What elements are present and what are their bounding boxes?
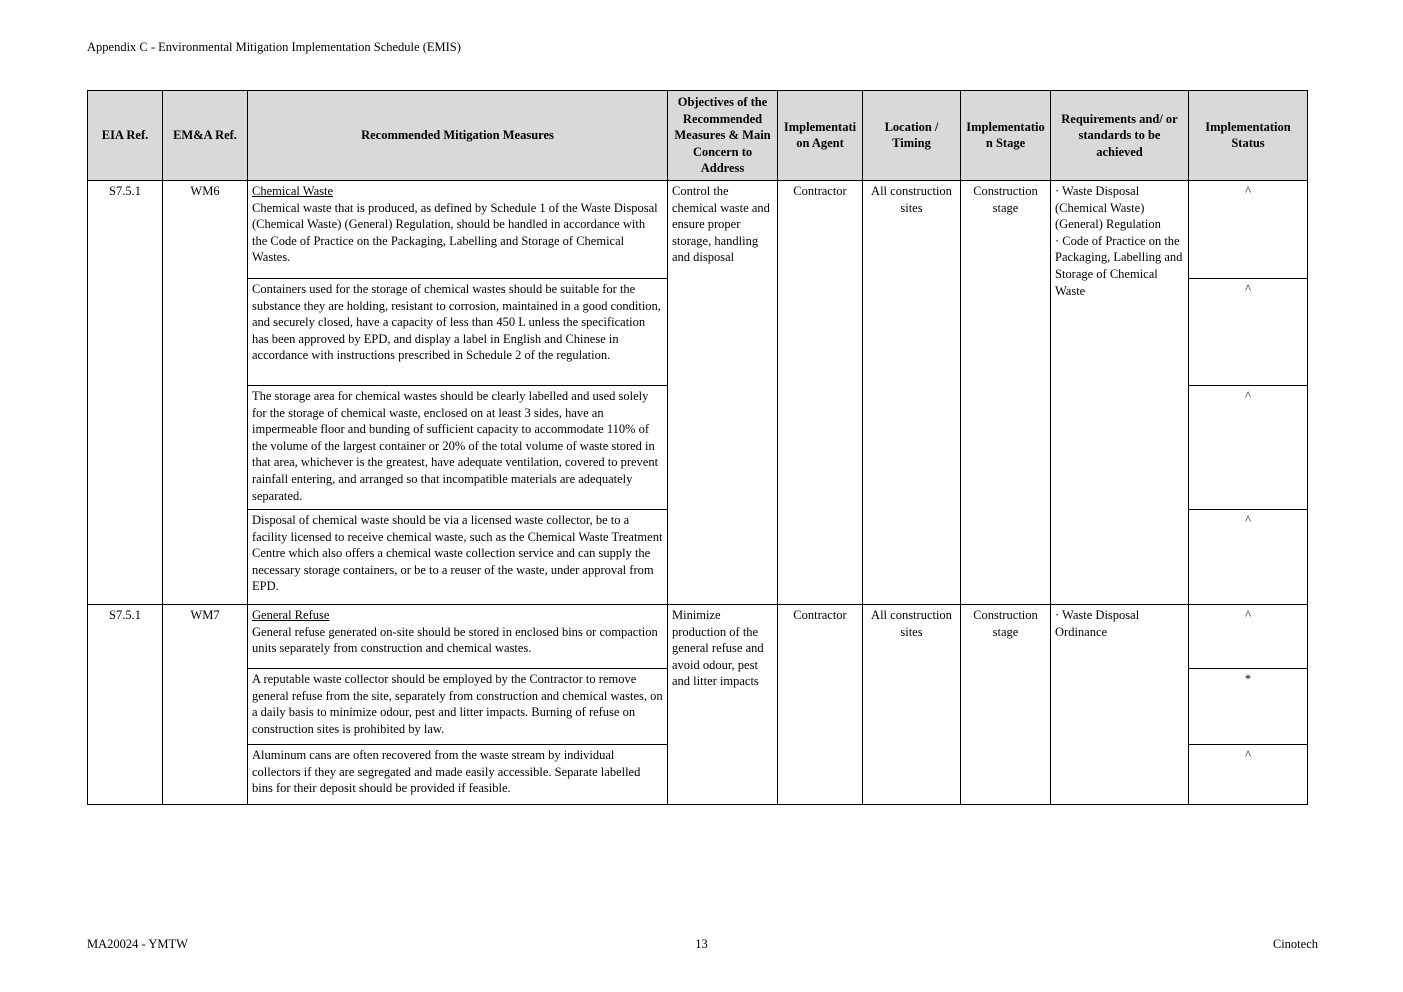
header-eia-ref: EIA Ref.	[88, 91, 163, 181]
measure-heading-wm7: General Refuse	[252, 607, 330, 622]
cell-status-wm7-2: *	[1189, 668, 1308, 744]
cell-requirements-wm6	[1051, 180, 1189, 604]
header-status: Implementation Status	[1189, 91, 1308, 181]
page-title: Appendix C - Environmental Mitigation Implementation Schedule (EMIS)	[87, 40, 461, 54]
cell-objectives-wm7: Minimize production of the general refuse and avoid odour, pest and litter impacts	[668, 604, 778, 804]
header-stage: Implementation Stage	[961, 91, 1051, 181]
cell-agent-wm6: Contractor	[778, 180, 863, 604]
cell-eia-ref-wm7: S7.5.1	[88, 604, 163, 804]
measure-heading-wm6: Chemical Waste	[252, 183, 334, 198]
table-row-wm6-1	[88, 180, 1308, 278]
header-requirements: Requirements and/ or standards to be achieved	[1051, 91, 1189, 181]
cell-measure-wm6-2: Containers used for the storage of chemical wastes should be suitable for the substance they are holding, resistant to corrosion, maintained in a good condition, and securely closed, have a capacity of less than 450 L unless the specification has been approved by EPD, and display a label in English and Chinese in accordance with instructions prescribed in Schedule 2 of the regulation.	[248, 278, 668, 385]
cell-eia-ref-wm6: S7.5.1	[88, 180, 163, 604]
requirement-item: · Code of Practice on the Packaging, Labelling and Storage of Chemical Waste	[1055, 233, 1183, 298]
cell-status-wm6-1: ^	[1189, 180, 1308, 278]
requirement-item: · Waste Disposal Ordinance	[1055, 607, 1140, 639]
header-ema-ref: EM&A Ref.	[163, 91, 248, 181]
header-measures: Recommended Mitigation Measures	[248, 91, 668, 181]
cell-measure-wm7-1	[248, 604, 668, 668]
cell-measure-wm7-3: Aluminum cans are often recovered from the waste stream by individual collectors if they are segregated and made easily accessible. Separate labelled bins for their deposit should be provided if feasible.	[248, 744, 668, 804]
cell-measure-wm7-2: A reputable waste collector should be employed by the Contractor to remove general refuse from the site, separately from construction and chemical wastes, on a daily basis to minimize odour, pest and litter impacts. Burning of refuse on construction sites is prohibited by law.	[248, 668, 668, 744]
cell-measure-wm6-1	[248, 180, 668, 278]
cell-ema-ref-wm7: WM7	[163, 604, 248, 804]
cell-measure-wm6-3: The storage area for chemical wastes should be clearly labelled and used solely for the storage of chemical waste, enclosed on at least 3 sides, have an impermeable floor and bunding of sufficient capacity to accommodate 110% of the volume of the largest container or 20% of the total volume of waste stored in that area, whichever is the greatest, have adequate ventilation, covered to prevent rainfall entering, and arranged so that incompatible materials are adequately separated.	[248, 385, 668, 509]
cell-location-wm6: All construction sites	[863, 180, 961, 604]
cell-status-wm7-1: ^	[1189, 604, 1308, 668]
cell-agent-wm7: Contractor	[778, 604, 863, 804]
cell-objectives-wm6: Control the chemical waste and ensure proper storage, handling and disposal	[668, 180, 778, 604]
table-row-wm7-1	[88, 604, 1308, 668]
cell-location-wm7: All construction sites	[863, 604, 961, 804]
footer-company-name: Cinotech	[1272, 937, 1318, 951]
footer-project-code: MA20024 - YMTW	[87, 937, 188, 951]
header-objectives: Objectives of the Recommended Measures & Main Concern to Address	[668, 91, 778, 181]
cell-requirements-wm7	[1051, 604, 1189, 804]
table-header-row	[88, 91, 1308, 181]
cell-stage-wm6: Construction stage	[961, 180, 1051, 604]
emis-table	[87, 90, 1308, 805]
requirement-item: · Waste Disposal (Chemical Waste) (General) Regulation	[1055, 183, 1161, 232]
cell-measure-wm6-4: Disposal of chemical waste should be via a licensed waste collector, be to a facility licensed to receive chemical waste, such as the Chemical Waste Treatment Centre which also offers a chemical waste collection service and can supply the necessary storage containers, or be to a reuser of the waste, under approval from EPD.	[248, 509, 668, 604]
cell-status-wm6-4: ^	[1189, 509, 1308, 604]
footer-page-number: 13	[695, 937, 708, 951]
cell-status-wm7-3: ^	[1189, 744, 1308, 804]
cell-ema-ref-wm6: WM6	[163, 180, 248, 604]
header-agent: Implementation Agent	[778, 91, 863, 181]
cell-stage-wm7: Construction stage	[961, 604, 1051, 804]
measure-text-wm7-1: General refuse generated on-site should be stored in enclosed bins or compaction units separately from construction and chemical wastes.	[252, 624, 658, 656]
cell-status-wm6-3: ^	[1189, 385, 1308, 509]
measure-text-wm6-1: Chemical waste that is produced, as defined by Schedule 1 of the Waste Disposal (Chemical Waste) (General) Regulation, should be handled in accordance with the Code of Practice on the Packaging, Labelling and Storage of Chemical Wastes.	[252, 200, 658, 265]
header-location: Location / Timing	[863, 91, 961, 181]
cell-status-wm6-2: ^	[1189, 278, 1308, 385]
